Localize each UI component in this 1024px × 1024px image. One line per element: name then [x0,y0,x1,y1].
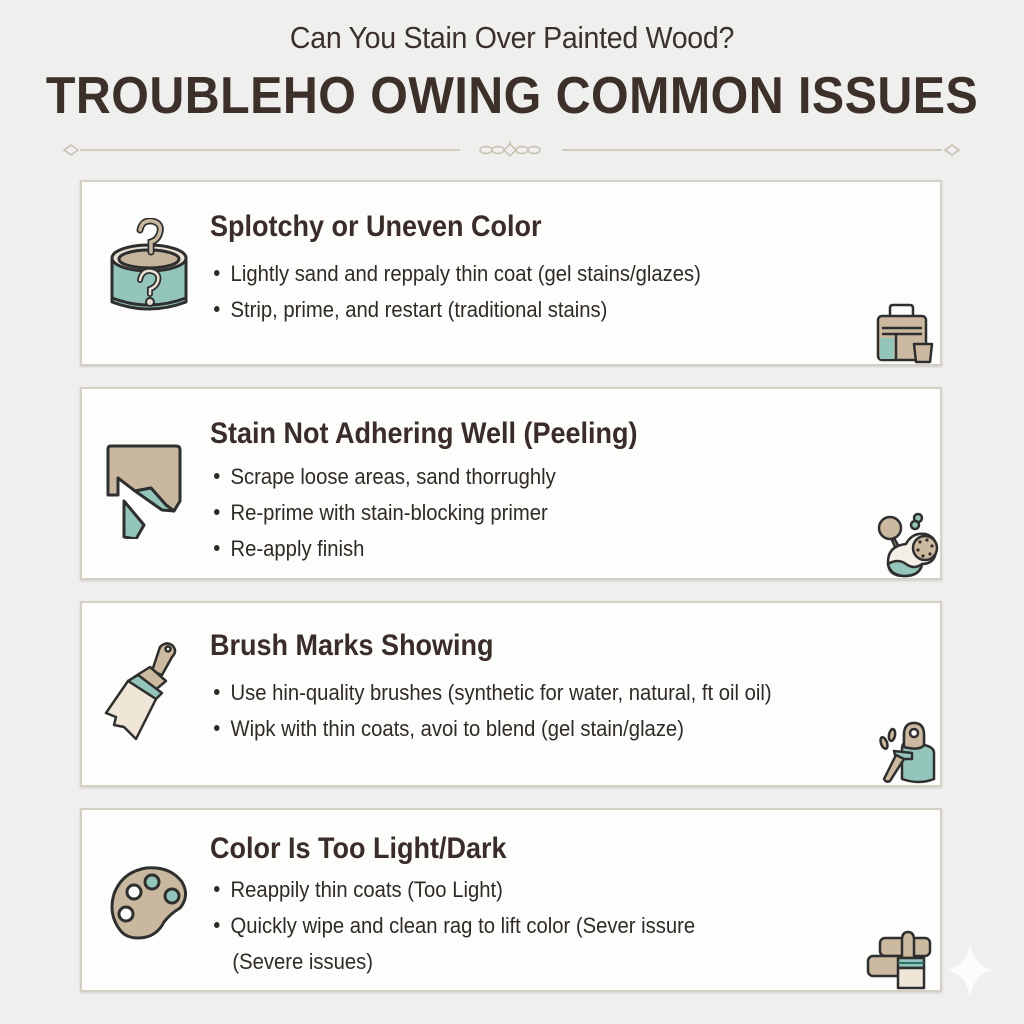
issue-title: Stain Not Adhering Well (Peeling) [210,417,638,450]
solution-item: Quickly wipe and clean rag to lift color (Sever issure [214,908,695,944]
ornamental-divider [62,140,962,160]
issue-title: Brush Marks Showing [210,629,494,662]
peeling-paint-icon [104,443,190,539]
issue-title: Splotchy or Uneven Color [210,210,542,243]
solution-list [214,256,743,328]
paintbrush-icon [100,641,190,745]
solution-item: Re-apply finish [214,531,556,567]
solution-item: Reappily thin coats (Too Light) [214,872,695,908]
page-title: TROUBLEHO OWING COMMON ISSUES [45,67,979,125]
solution-list [214,459,585,567]
issue-card-peeling [80,387,942,580]
sparkle-icon [945,940,995,1000]
solution-item-continuation: (Severe issues) [232,949,374,974]
solution-item: Lightly sand and reppaly thin coat (gel stains/glazes) [214,256,701,292]
solution-item: Re-prime with stain-blocking primer [214,495,556,531]
palette-icon [108,864,190,940]
rags-and-brush-icon [866,930,940,990]
solution-item: Wipk with thin coats, avoi to blend (gel stain/glaze) [214,711,772,747]
sanding-tools-icon [870,512,940,578]
brush-and-can-icon [868,721,940,785]
issue-title: Color Is Too Light/Dark [210,832,507,865]
subtitle: Can You Stain Over Painted Wood? [289,20,735,55]
solution-item: Use hin-quality brushes (synthetic for water, natural, ft oil oil) [214,675,772,711]
issue-card-splotchy [80,180,942,366]
stain-kit-icon [868,302,940,364]
paint-can-question-icon [104,218,194,318]
solution-item: Strip, prime, and restart (traditional stains) [214,292,701,328]
issue-card-brush-marks [80,601,942,787]
solution-item: Scrape loose areas, sand thorrughly [214,459,556,495]
issue-card-color-light-dark [80,808,942,992]
solution-list [214,872,737,980]
solution-list [214,675,820,747]
